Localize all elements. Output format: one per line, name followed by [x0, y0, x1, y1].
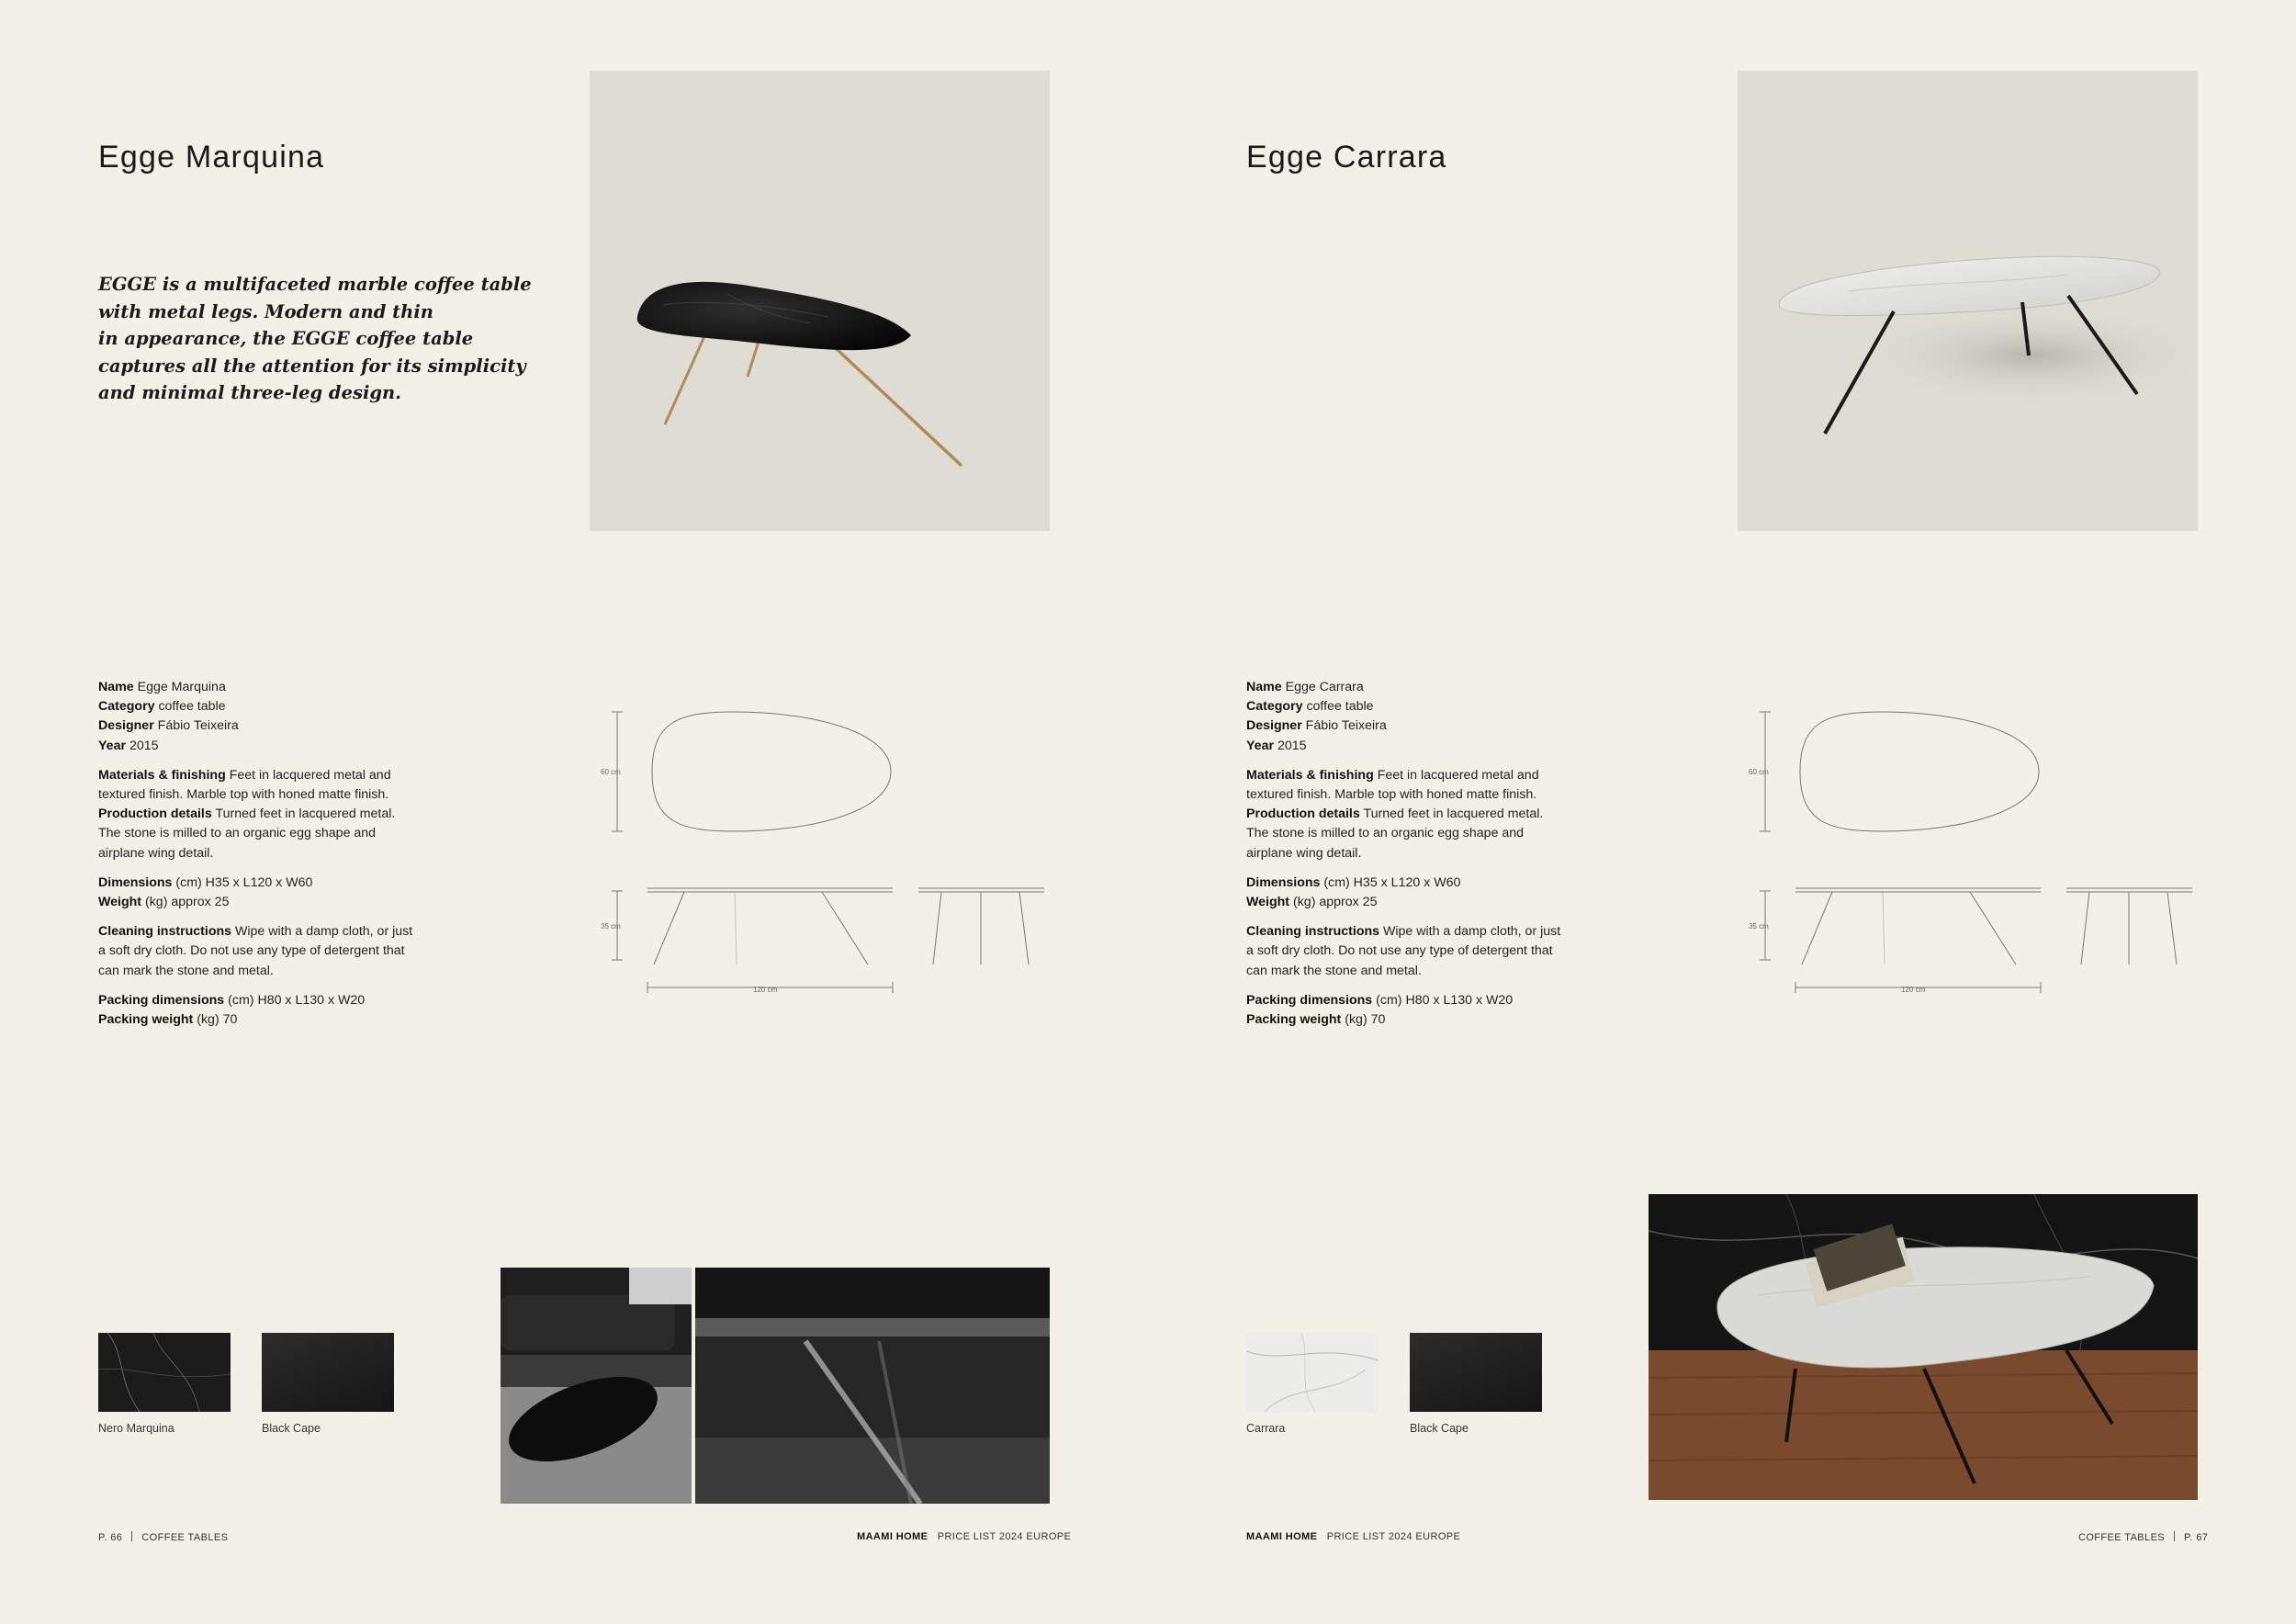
swatch-carrara[interactable] — [1246, 1333, 1379, 1412]
spec-packing-weight: Packing weight (kg) 70 — [1246, 1012, 1386, 1028]
brand-name: MAAMI HOME — [1246, 1531, 1318, 1542]
footer-left-page — [98, 1531, 228, 1543]
page-number: P. 66 — [98, 1532, 123, 1543]
carrara-room-illustration — [1649, 1194, 2198, 1500]
edition: PRICE LIST 2024 EUROPE — [1326, 1531, 1461, 1542]
footer-brand — [857, 1531, 1071, 1542]
spec-packing-dimensions: Packing dimensions (cm) H80 x L130 x W20 — [1246, 992, 1514, 1008]
spec-year: Year 2015 — [98, 738, 159, 753]
product-tagline — [98, 271, 532, 407]
tagline-line: in appearance, the EGGE coffee table — [98, 328, 474, 349]
spec-designer: Designer Fábio Teixeira — [98, 718, 239, 734]
brand-name: MAAMI HOME — [857, 1531, 929, 1542]
drawing-height-label: 35 cm — [1749, 922, 1769, 930]
footer-right-page — [2078, 1531, 2208, 1543]
spec-packing-dimensions: Packing dimensions (cm) H80 x L130 x W20 — [98, 992, 366, 1008]
product-specs — [98, 678, 466, 1040]
spec-category: Category coffee table — [98, 699, 226, 715]
spec-year: Year 2015 — [1246, 738, 1307, 753]
product-photo-carrara — [1738, 71, 2198, 531]
sofa-scene-illustration — [501, 1268, 692, 1504]
spec-category: Category coffee table — [1246, 699, 1374, 715]
product-title: Egge Marquina — [98, 140, 325, 175]
table-detail-illustration — [695, 1268, 1050, 1504]
spec-weight: Weight (kg) approx 25 — [1246, 895, 1378, 910]
page-number: P. 67 — [2184, 1532, 2209, 1543]
drawing-length-label: 120 cm — [1901, 986, 1926, 994]
technical-drawing — [597, 698, 1056, 1001]
swatch-nero-marquina[interactable] — [98, 1333, 231, 1412]
swatch-label: Black Cape — [1410, 1422, 1469, 1435]
product-title: Egge Carrara — [1246, 140, 1447, 175]
swatch-label: Carrara — [1246, 1422, 1286, 1435]
section-name: COFFEE TABLES — [2078, 1532, 2166, 1543]
tagline-line: and minimal three-leg design. — [98, 382, 401, 403]
edition: PRICE LIST 2024 EUROPE — [937, 1531, 1072, 1542]
drawing-width-label: 60 cm — [1749, 768, 1769, 776]
spec-cleaning: Cleaning instructions Wipe with a damp cloth, or just a soft dry cloth. Do not use any type of detergent that can mark the stone and metal. — [1246, 924, 1561, 978]
tagline-line: captures all the attention for its simplicity — [98, 355, 526, 377]
carrara-table-illustration — [1738, 71, 2198, 531]
spec-production: Production details Turned feet in lacquered metal. The stone is milled to an organic egg shape and airplane wing detail. — [1246, 806, 1544, 861]
drawing-width-label: 60 cm — [601, 768, 621, 776]
swatch-black-cape[interactable] — [1410, 1333, 1542, 1412]
spec-production: Production details Turned feet in lacquered metal. The stone is milled to an organic egg shape and airplane wing detail. — [98, 806, 396, 861]
marble-texture-icon — [1246, 1333, 1379, 1412]
tagline-line: with metal legs. Modern and thin — [98, 300, 433, 322]
footer-brand — [1246, 1531, 1460, 1542]
marquina-table-illustration — [590, 71, 1050, 531]
spec-dimensions: Dimensions (cm) H35 x L120 x W60 — [98, 874, 313, 890]
spec-materials: Materials & finishing Feet in lacquered metal and textured finish. Marble top with honed matte finish. — [1246, 767, 1539, 803]
lifestyle-photo-sofa — [501, 1268, 692, 1504]
product-specs — [1246, 678, 1614, 1040]
drawing-length-label: 120 cm — [753, 986, 778, 994]
marble-texture-icon — [98, 1333, 231, 1412]
spec-designer: Designer Fábio Teixeira — [1246, 718, 1387, 734]
technical-drawing — [1745, 698, 2204, 1001]
lifestyle-photo-detail — [695, 1268, 1050, 1504]
drawing-height-label: 35 cm — [601, 922, 621, 930]
lifestyle-photo-carrara — [1649, 1194, 2198, 1500]
spec-dimensions: Dimensions (cm) H35 x L120 x W60 — [1246, 874, 1461, 890]
product-photo-marquina — [590, 71, 1050, 531]
tagline-line: EGGE is a multifaceted marble coffee table — [98, 274, 532, 295]
section-name: COFFEE TABLES — [141, 1532, 229, 1543]
spec-materials: Materials & finishing Feet in lacquered metal and textured finish. Marble top with honed matte finish. — [98, 767, 391, 803]
spec-packing-weight: Packing weight (kg) 70 — [98, 1012, 238, 1028]
swatch-black-cape[interactable] — [262, 1333, 394, 1412]
spec-name: Name Egge Carrara — [1246, 680, 1364, 694]
swatch-label: Nero Marquina — [98, 1422, 174, 1435]
spec-name: Name Egge Marquina — [98, 680, 226, 694]
swatch-label: Black Cape — [262, 1422, 321, 1435]
spec-weight: Weight (kg) approx 25 — [98, 895, 230, 910]
spec-cleaning: Cleaning instructions Wipe with a damp cloth, or just a soft dry cloth. Do not use any type of detergent that can mark the stone and metal. — [98, 924, 413, 978]
